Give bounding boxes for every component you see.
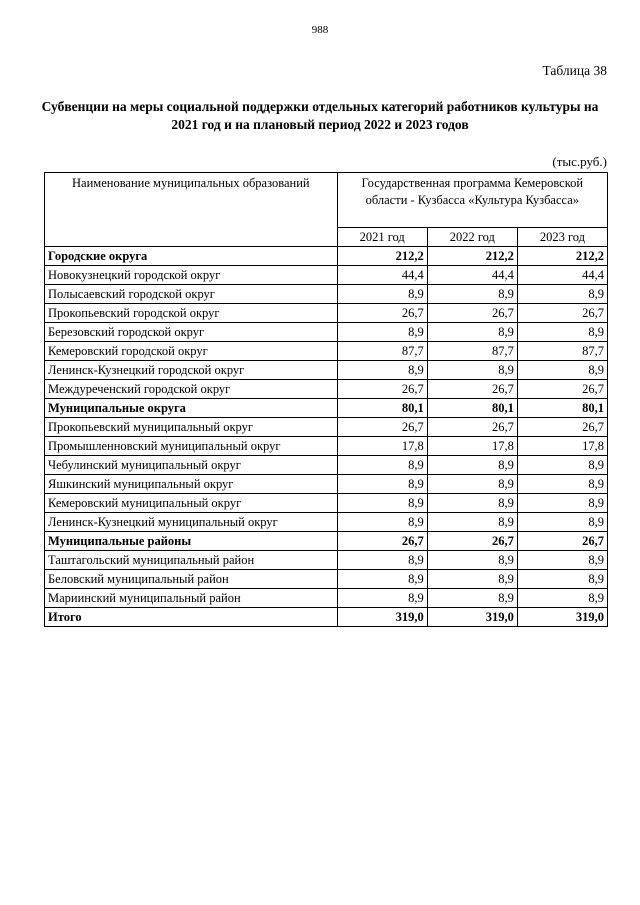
row-name: Березовский городской округ [45,323,338,342]
value-2021: 319,0 [337,608,427,627]
table-row-subtotal [45,399,608,418]
table-row [45,589,608,608]
row-name: Муниципальные округа [45,399,338,418]
value-2022: 8,9 [427,475,517,494]
value-2021: 8,9 [337,361,427,380]
table-row-subtotal [45,608,608,627]
value-2023: 8,9 [517,285,607,304]
value-2022: 26,7 [427,418,517,437]
value-2023: 80,1 [517,399,607,418]
value-2021: 212,2 [337,247,427,266]
value-2023: 8,9 [517,551,607,570]
value-2022: 44,4 [427,266,517,285]
row-name: Кемеровский городской округ [45,342,338,361]
value-2023: 8,9 [517,589,607,608]
row-name: Яшкинский муниципальный округ [45,475,338,494]
value-2022: 8,9 [427,456,517,475]
value-2023: 8,9 [517,570,607,589]
value-2021: 87,7 [337,342,427,361]
value-2021: 26,7 [337,380,427,399]
table-row [45,437,608,456]
value-2023: 8,9 [517,494,607,513]
value-2023: 8,9 [517,513,607,532]
table-row [45,418,608,437]
value-2022: 212,2 [427,247,517,266]
value-2021: 26,7 [337,304,427,323]
header-year-2023: 2023 год [517,228,607,247]
row-name: Прокопьевский муниципальный округ [45,418,338,437]
table-row [45,494,608,513]
value-2023: 44,4 [517,266,607,285]
value-2023: 17,8 [517,437,607,456]
document-title: Субвенции на меры социальной поддержки отдельных категорий работников культуры на 2021 год и на плановый период 2022 и 2023 годов [41,99,599,132]
value-2021: 26,7 [337,418,427,437]
value-2023: 26,7 [517,304,607,323]
units-label: (тыс.руб.) [552,154,607,169]
value-2022: 8,9 [427,513,517,532]
row-name: Таштагольский муниципальный район [45,551,338,570]
value-2022: 80,1 [427,399,517,418]
value-2023: 8,9 [517,361,607,380]
value-2022: 8,9 [427,589,517,608]
value-2022: 26,7 [427,380,517,399]
value-2023: 26,7 [517,418,607,437]
value-2021: 8,9 [337,494,427,513]
row-name: Прокопьевский городской округ [45,304,338,323]
value-2021: 8,9 [337,323,427,342]
row-name: Новокузнецкий городской округ [45,266,338,285]
value-2021: 26,7 [337,532,427,551]
row-name: Муниципальные районы [45,532,338,551]
value-2021: 80,1 [337,399,427,418]
table-row-subtotal [45,532,608,551]
value-2023: 8,9 [517,323,607,342]
table-label: Таблица 38 [542,63,607,78]
table-row [45,266,608,285]
value-2021: 8,9 [337,285,427,304]
value-2022: 8,9 [427,323,517,342]
row-name: Итого [45,608,338,627]
table-row [45,285,608,304]
row-name: Промышленновский муниципальный округ [45,437,338,456]
value-2022: 17,8 [427,437,517,456]
header-year-2022: 2022 год [427,228,517,247]
table-row [45,342,608,361]
table-row [45,380,608,399]
table-row [45,304,608,323]
value-2023: 26,7 [517,380,607,399]
row-name: Кемеровский муниципальный округ [45,494,338,513]
header-program: Государственная программа Кемеровской области - Кузбасса «Культура Кузбасса» [337,173,607,228]
value-2022: 8,9 [427,494,517,513]
value-2022: 87,7 [427,342,517,361]
value-2023: 8,9 [517,456,607,475]
table-row [45,475,608,494]
value-2021: 44,4 [337,266,427,285]
value-2021: 8,9 [337,551,427,570]
value-2021: 17,8 [337,437,427,456]
value-2022: 26,7 [427,532,517,551]
table-row-subtotal [45,247,608,266]
row-name: Беловский муниципальный район [45,570,338,589]
value-2021: 8,9 [337,456,427,475]
value-2023: 26,7 [517,532,607,551]
page-number: 988 [311,24,329,36]
table-row [45,456,608,475]
row-name: Ленинск-Кузнецкий городской округ [45,361,338,380]
value-2021: 8,9 [337,570,427,589]
value-2023: 87,7 [517,342,607,361]
table-row [45,323,608,342]
row-name: Ленинск-Кузнецкий муниципальный округ [45,513,338,532]
value-2021: 8,9 [337,589,427,608]
table-row [45,513,608,532]
table-body [45,247,608,627]
header-name: Наименование муниципальных образований [45,173,338,247]
header-year-2021: 2021 год [337,228,427,247]
value-2023: 319,0 [517,608,607,627]
subventions-table [44,172,608,627]
row-name: Полысаевский городской округ [45,285,338,304]
value-2021: 8,9 [337,513,427,532]
value-2022: 8,9 [427,551,517,570]
value-2022: 8,9 [427,570,517,589]
value-2022: 26,7 [427,304,517,323]
value-2022: 8,9 [427,361,517,380]
value-2022: 319,0 [427,608,517,627]
table-row [45,551,608,570]
row-name: Городские округа [45,247,338,266]
value-2023: 8,9 [517,475,607,494]
row-name: Мариинский муниципальный район [45,589,338,608]
table-row [45,570,608,589]
row-name: Междуреченский городской округ [45,380,338,399]
row-name: Чебулинский муниципальный округ [45,456,338,475]
value-2021: 8,9 [337,475,427,494]
value-2023: 212,2 [517,247,607,266]
value-2022: 8,9 [427,285,517,304]
table-row [45,361,608,380]
